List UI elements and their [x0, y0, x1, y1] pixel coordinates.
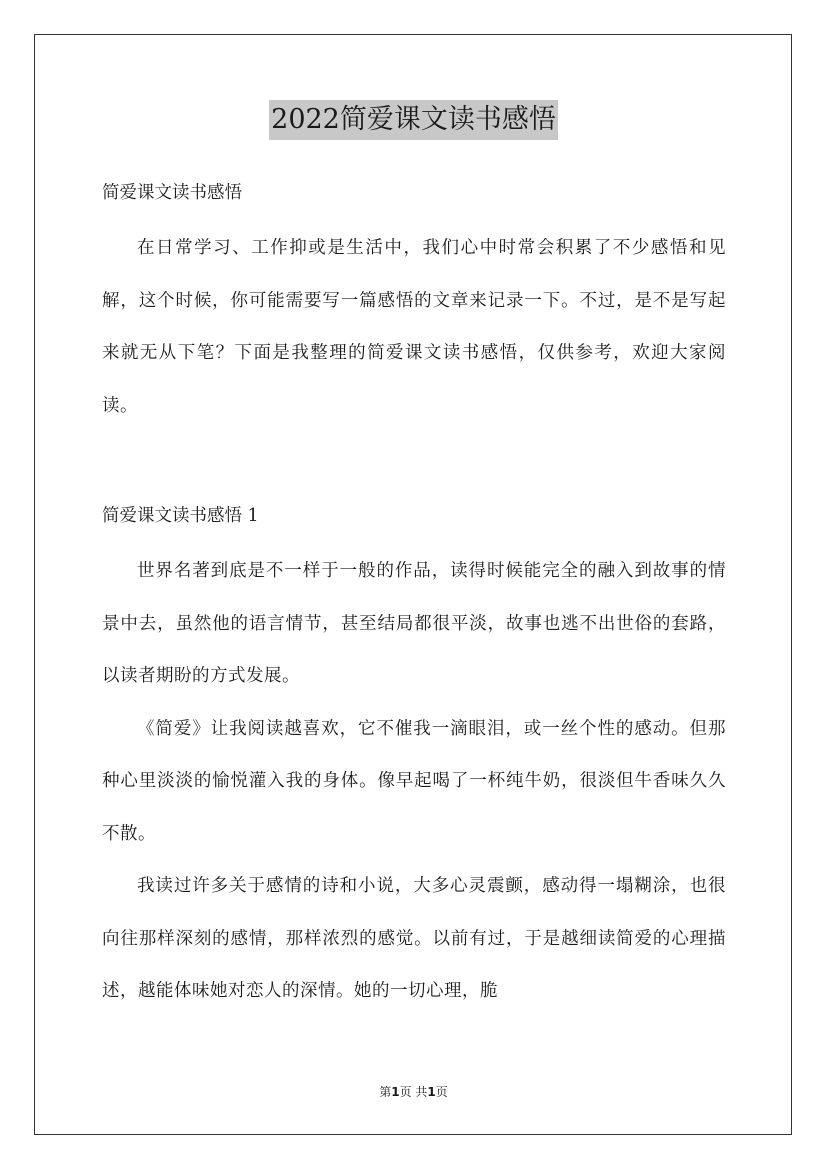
page-number-total: 1	[427, 1085, 436, 1099]
page-number-prefix: 第	[379, 1085, 392, 1099]
section-spacer	[102, 432, 726, 497]
page-number-current: 1	[391, 1085, 400, 1099]
intro-heading: 简爱课文读书感悟	[102, 183, 242, 203]
page-footer	[0, 1084, 827, 1100]
section-paragraph-1: 世界名著到底是不一样于一般的作品，读得时候能完全的融入到故事的情景中去，虽然他的语言情节，甚至结局都很平淡，故事也逃不出世俗的套路，以读者期盼的方式发展。	[102, 561, 726, 686]
section-paragraph-2: 《简爱》让我阅读越喜欢，它不催我一滴眼泪，或一丝个性的感动。但那种心里淡淡的愉悦灌入我的身体。像早起喝了一杯纯牛奶，很淡但牛香味久久不散。	[102, 718, 726, 844]
page-number-mid: 页 共	[399, 1085, 428, 1099]
document-body	[102, 174, 726, 1018]
intro-paragraph: 在日常学习、工作抑或是生活中，我们心中时常会积累了不少感悟和见解，这个时候，你可能需要写一篇感悟的文章来记录一下。不过，是不是写起来就无从下笔？下面是我整理的简爱课文读书感悟，仅供参考，欢迎大家阅读。	[102, 238, 726, 416]
title-container	[0, 100, 827, 140]
document-title: 2022简爱课文读书感悟	[269, 100, 558, 140]
section-heading: 简爱课文读书感悟 1	[102, 506, 259, 526]
section-paragraph-3: 我读过许多关于感情的诗和小说，大多心灵震颤，感动得一塌糊涂，也很向往那样深刻的感情，那样浓烈的感觉。以前有过，于是越细读简爱的心理描述，越能体味她对恋人的深情。她的一切心理，脆	[102, 876, 726, 1001]
page-number-suffix: 页	[435, 1085, 448, 1099]
